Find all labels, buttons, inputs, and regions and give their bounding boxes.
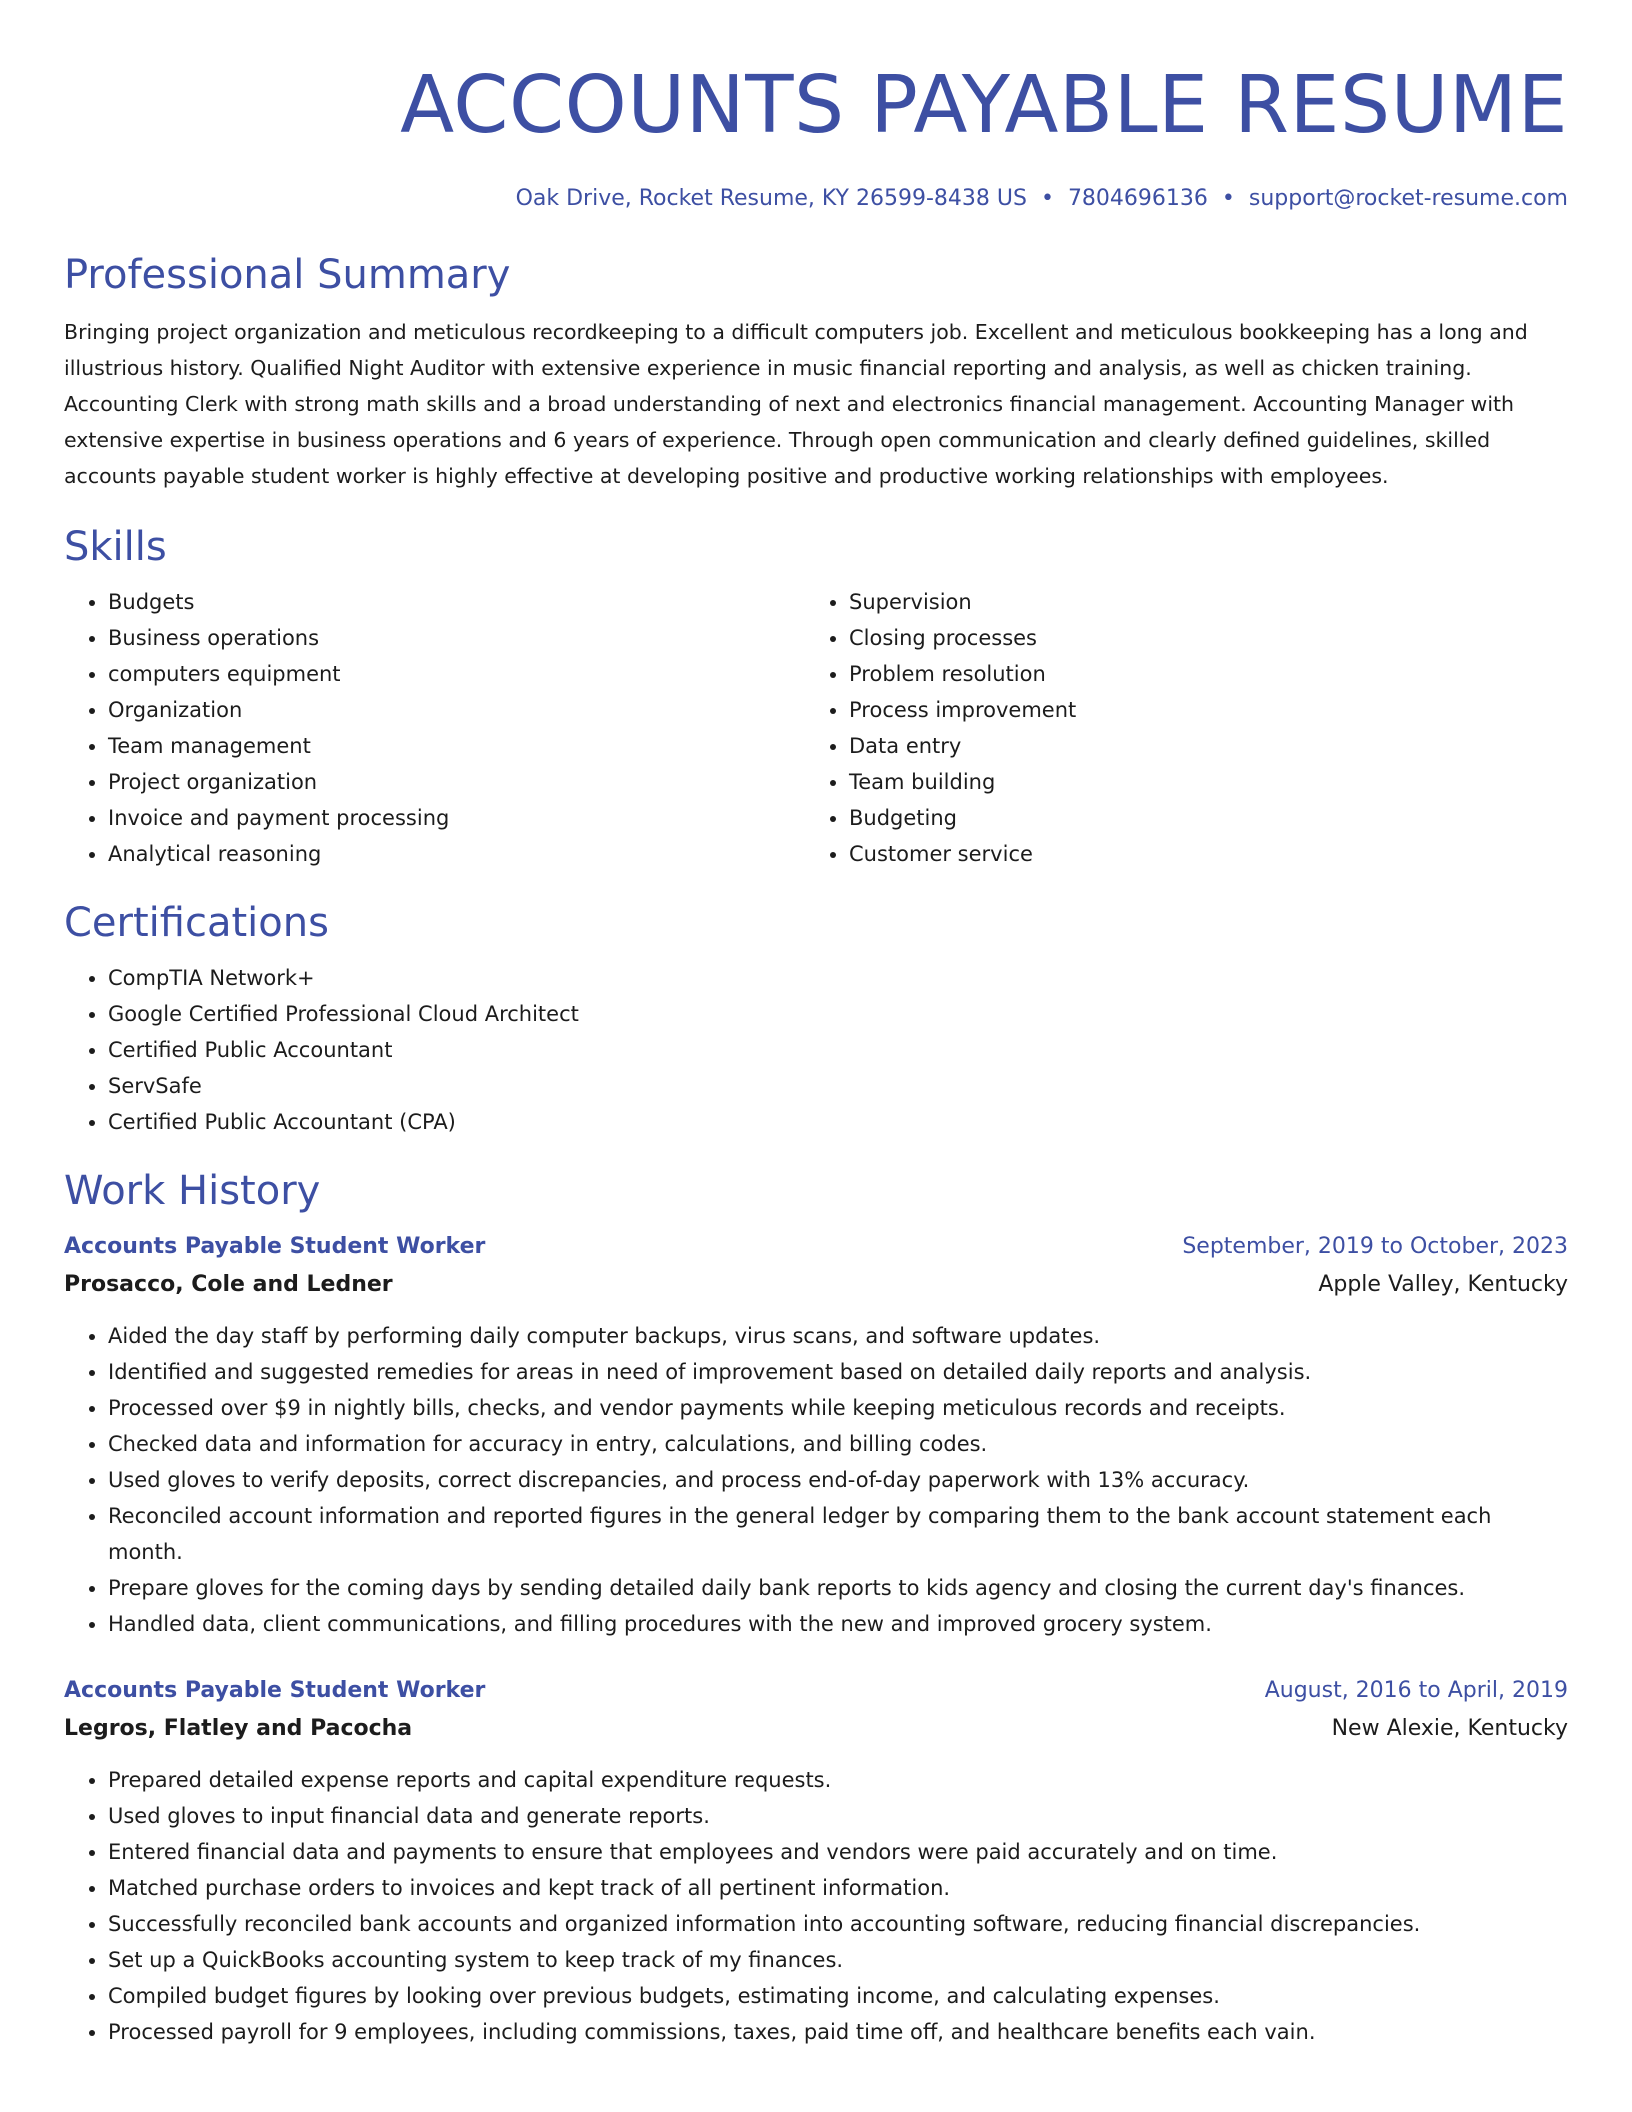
skill-item: • Customer service [849,836,1546,872]
skill-item: • Team management [108,728,805,764]
job-bullet: • Processed payroll for 9 employees, including commissions, taxes, paid time off, and healthcare benefits each vain. [108,2014,1568,2050]
certification-item: • Google Certified Professional Cloud Architect [108,996,1568,1032]
job-company: Legros, Flatley and Pacocha [64,1716,413,1741]
certifications-heading: Certifications [64,900,329,946]
job-bullets [64,1318,1568,1642]
contact-separator: • [1221,186,1235,211]
skill-item: • Closing processes [849,620,1546,656]
job-bullet: • Prepared detailed expense reports and capital expenditure requests. [108,1762,1568,1798]
skill-item: • Process improvement [849,692,1546,728]
skill-item: • computers equipment [108,656,805,692]
skill-item: • Team building [849,764,1546,800]
skills-right-list [805,584,1546,872]
skill-item: • Project organization [108,764,805,800]
contact-separator: • [1040,186,1054,211]
job-title: Accounts Payable Student Worker [64,1678,486,1703]
summary-heading: Professional Summary [64,252,511,298]
skills-left-list [64,584,805,872]
summary-text: Bringing project organization and meticulous recordkeeping to a difficult computers job. Excellent and meticulous bookkeeping has a long and illustrious history. Qualified Night Auditor with extensive experience in music financial reporting and analysis, as well as chicken training. Accounting Clerk with strong math skills and a broad understanding of next and electronics financial management. Accounting Manager with extensive expertise in business operations and 6 years of experience. Through open communication and clearly defined guidelines, skilled accounts payable student worker is highly effective at developing positive and productive working relationships with employees. [64,320,1528,488]
job-bullet: • Checked data and information for accuracy in entry, calculations, and billing codes. [108,1426,1568,1462]
skill-item: • Analytical reasoning [108,836,805,872]
skill-item: • Business operations [108,620,805,656]
job-bullet: • Identified and suggested remedies for areas in need of improvement based on detailed daily reports and analysis. [108,1354,1568,1390]
job-title: Accounts Payable Student Worker [64,1234,486,1259]
job-bullet: • Aided the day staff by performing daily computer backups, virus scans, and software updates. [108,1318,1568,1354]
skill-item: • Budgeting [849,800,1546,836]
work-history-heading: Work History [64,1168,321,1214]
job-bullet: • Prepare gloves for the coming days by sending detailed daily bank reports to kids agency and closing the current day's finances. [108,1570,1568,1606]
skill-item: • Data entry [849,728,1546,764]
skills-heading: Skills [64,524,167,570]
skill-item: • Invoice and payment processing [108,800,805,836]
contact-email: support@rocket-resume.com [1248,186,1568,211]
contact-line [64,182,1568,216]
job-bullets [64,1762,1568,2050]
skill-item: • Budgets [108,584,805,620]
certification-item: • ServSafe [108,1068,1568,1104]
job-bullet: • Processed over $9 in nightly bills, checks, and vendor payments while keeping meticulous records and receipts. [108,1390,1568,1426]
certification-item: • Certified Public Accountant (CPA) [108,1104,1568,1140]
skill-item: • Supervision [849,584,1546,620]
certification-item: • Certified Public Accountant [108,1032,1568,1068]
job-subheader [64,1710,1568,1748]
job-dates: August, 2016 to April, 2019 [1264,1678,1568,1703]
job-entry [64,1228,1568,1642]
job-company: Prosacco, Cole and Ledner [64,1272,393,1297]
job-subheader [64,1266,1568,1304]
job-bullet: • Compiled budget figures by looking over previous budgets, estimating income, and calculating expenses. [108,1978,1568,2014]
job-header [64,1672,1568,1710]
resume-title: ACCOUNTS PAYABLE RESUME [400,59,1568,151]
job-entry [64,1672,1568,2050]
job-bullet: • Handled data, client communications, and filling procedures with the new and improved grocery system. [108,1606,1568,1642]
skill-item: • Problem resolution [849,656,1546,692]
contact-address: Oak Drive, Rocket Resume, KY 26599-8438 US [515,186,1027,211]
job-bullet: • Matched purchase orders to invoices and kept track of all pertinent information. [108,1870,1568,1906]
contact-phone: 7804696136 [1067,186,1208,211]
skills-right-column [805,584,1546,872]
certification-item: • CompTIA Network+ [108,960,1568,996]
job-location: New Alexie, Kentucky [1331,1716,1568,1741]
job-bullet: • Used gloves to input financial data and generate reports. [108,1798,1568,1834]
certifications-list [64,960,1568,1140]
job-bullet: • Set up a QuickBooks accounting system to keep track of my finances. [108,1942,1568,1978]
job-dates: September, 2019 to October, 2023 [1182,1234,1568,1259]
job-header [64,1228,1568,1266]
job-bullet: • Used gloves to verify deposits, correct discrepancies, and process end-of-day paperwork with 13% accuracy. [108,1462,1568,1498]
job-bullet: • Successfully reconciled bank accounts and organized information into accounting software, reducing financial discrepancies. [108,1906,1568,1942]
job-bullet: • Reconciled account information and reported figures in the general ledger by comparing them to the bank account statement each month. [108,1498,1568,1570]
job-location: Apple Valley, Kentucky [1318,1272,1568,1297]
skills-left-column [64,584,805,872]
skill-item: • Organization [108,692,805,728]
job-bullet: • Entered financial data and payments to ensure that employees and vendors were paid accurately and on time. [108,1834,1568,1870]
skills-columns [64,584,1568,872]
